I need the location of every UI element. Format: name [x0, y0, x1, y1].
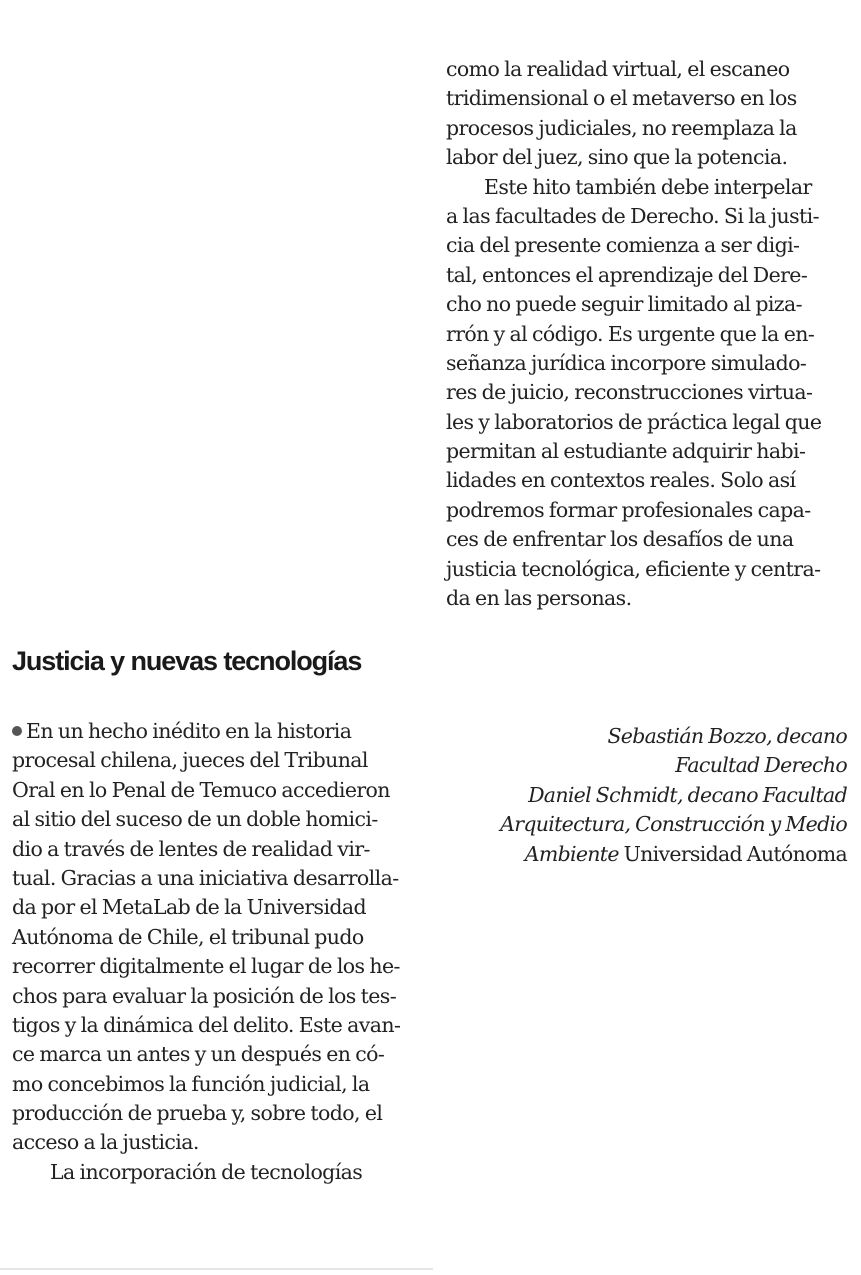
text-line: labor del juez, sino que la potencia.	[446, 145, 788, 170]
text-line: tual. Gracias a una iniciativa desarrolla-	[12, 865, 399, 890]
article-column-left	[12, 717, 427, 1187]
text-line: les y laboratorios de práctica legal que	[446, 409, 822, 434]
text-line: rrón y al código. Es urgente que la en-	[446, 321, 815, 346]
text-line: res de juicio, reconstrucciones virtua-	[446, 380, 813, 405]
text-line: a las facultades de Derecho. Si la justi-	[446, 203, 819, 228]
signature-line: Facultad Derecho	[675, 753, 847, 778]
text-line: La incorporación de tecnologías	[50, 1159, 363, 1184]
text-line: acceso a la justicia.	[12, 1130, 199, 1155]
text-line: da en las personas.	[446, 586, 632, 611]
signature-line: Sebastián Bozzo, decano	[607, 724, 847, 748]
text-line: Autónoma de Chile, el tribunal pudo	[12, 924, 364, 949]
text-line: tal, entonces el aprendizaje del Dere-	[446, 262, 808, 287]
text-line: recorrer digitalmente el lugar de los he-	[12, 954, 400, 979]
text-line: justicia tecnológica, eficiente y centra-	[446, 556, 821, 581]
text-line: cia del presente comienza a ser digi-	[446, 233, 800, 258]
author-signature	[440, 722, 847, 869]
text-line: tridimensional o el metaverso en los	[446, 86, 797, 111]
signature-line: Daniel Schmidt, decano Facultad	[528, 782, 847, 807]
article-column-right	[446, 55, 851, 613]
text-line: procesos judiciales, no reemplaza la	[446, 115, 797, 140]
text-line: al sitio del suceso de un doble homici-	[12, 807, 378, 832]
text-line: chos para evaluar la posición de los tes-	[12, 983, 397, 1008]
text-line: señanza jurídica incorpore simulado-	[446, 350, 807, 375]
signature-faculty: Ambiente	[524, 841, 619, 866]
text-line: da por el MetaLab de la Universidad	[12, 895, 367, 920]
text-line: procesal chilena, jueces del Tribunal	[12, 748, 368, 773]
signature-line: Arquitectura, Construcción y Medio	[500, 812, 847, 837]
text-line: ces de enfrentar los desafíos de una	[446, 527, 794, 552]
text-line: En un hecho inédito en la historia	[12, 717, 427, 746]
text-line: dio a través de lentes de realidad vir-	[12, 836, 370, 861]
text-line: mo concebimos la función judicial, la	[12, 1071, 370, 1096]
text-line: como la realidad virtual, el escaneo	[446, 57, 790, 81]
text-line: tigos y la dinámica del delito. Este avan-	[12, 1012, 401, 1037]
text-line: ce marca un antes y un después en có-	[12, 1042, 385, 1067]
bullet-icon	[12, 726, 22, 736]
text-line: Este hito también debe interpelar	[484, 174, 812, 199]
text-line: lidades en contextos reales. Solo así	[446, 468, 796, 493]
text-line: cho no puede seguir limitado al piza-	[446, 292, 802, 317]
text-line: permitan al estudiante adquirir habi-	[446, 439, 806, 464]
text-line: podremos formar profesionales capa-	[446, 497, 811, 522]
signature-line	[440, 840, 847, 869]
text-line: producción de prueba y, sobre todo, el	[12, 1101, 383, 1126]
article-headline: Justicia y nuevas tecnologías	[12, 646, 362, 676]
text-line: Oral en lo Penal de Temuco accedieron	[12, 777, 390, 802]
column-divider	[0, 1268, 433, 1270]
signature-university: Universidad Autónoma	[618, 841, 847, 866]
